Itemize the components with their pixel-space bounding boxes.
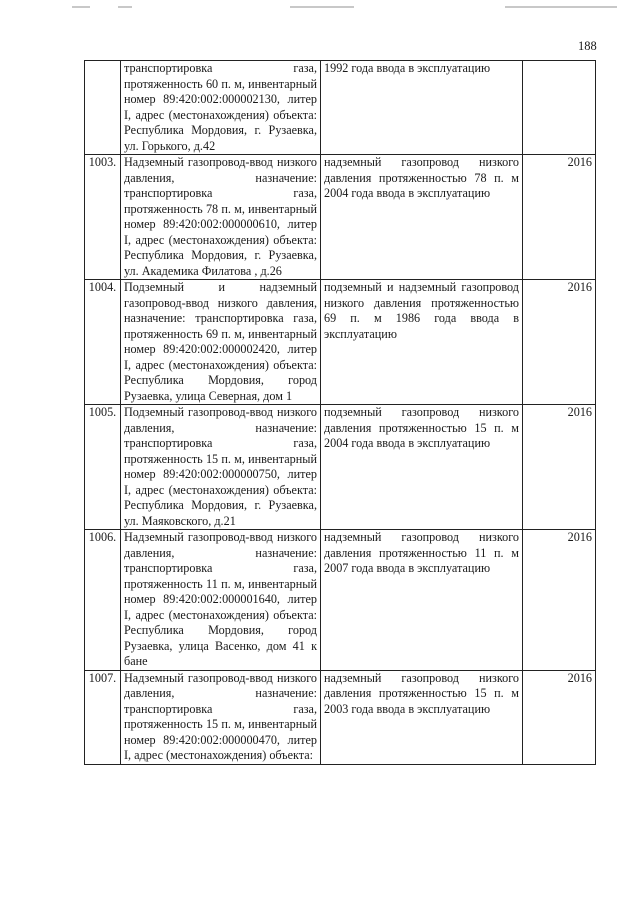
year-cell: 2016 <box>523 405 596 530</box>
row-number-cell <box>85 61 121 155</box>
year-cell <box>523 61 596 155</box>
table-row <box>85 280 596 405</box>
property-register-table <box>84 60 596 765</box>
year-cell: 2016 <box>523 155 596 280</box>
table-row <box>85 405 596 530</box>
scan-artifact <box>72 6 90 8</box>
object-info-cell: надземный газопровод низкого давления протяженностью 78 п. м 2004 года ввода в эксплуатацию <box>321 155 523 280</box>
year-cell: 2016 <box>523 670 596 764</box>
table-body <box>85 61 596 765</box>
scan-artifact <box>290 6 354 8</box>
row-number-cell: 1007. <box>85 670 121 764</box>
table-row <box>85 670 596 764</box>
object-description-cell: транспортировка газа, протяженность 60 п. м, инвентарный номер 89:420:002:000002130, литер I, адрес (местонахождения) объекта: Республика Мордовия, г. Рузаевка, ул. Горького, д.42 <box>121 61 321 155</box>
object-description-cell: Подземный и надземный газопровод-ввод низкого давления, назначение: транспортировка газа, протяженность 69 п. м, инвентарный номер 89:420:002:000002420, литер I, адрес (местонахождения) объекта: Республика Мордовия, город Рузаевка, улица Северная, дом 1 <box>121 280 321 405</box>
row-number-cell: 1005. <box>85 405 121 530</box>
object-description-cell: Надземный газопровод-ввод низкого давления, назначение: транспортировка газа, протяженность 11 п. м, инвентарный номер 89:420:002:000001640, литер I, адрес (местонахождения) объекта: Республика Мордовия, город Рузаевка, улица Васенко, дом 41 к бане <box>121 530 321 671</box>
object-description-cell: Надземный газопровод-ввод низкого давления, назначение: транспортировка газа, протяженность 15 п. м, инвентарный номер 89:420:002:000000470, литер I, адрес (местонахождения) объекта: <box>121 670 321 764</box>
table-row <box>85 530 596 671</box>
row-number-cell: 1006. <box>85 530 121 671</box>
row-number-cell: 1004. <box>85 280 121 405</box>
object-description-cell: Подземный газопровод-ввод низкого давления, назначение: транспортировка газа, протяженность 15 п. м, инвентарный номер 89:420:002:000000750, литер I, адрес (местонахождения) объекта: Республика Мордовия, г. Рузаевка, ул. Маяковского, д.21 <box>121 405 321 530</box>
scan-artifact <box>118 6 132 8</box>
row-number-cell: 1003. <box>85 155 121 280</box>
object-description-cell: Надземный газопровод-ввод низкого давления, назначение: транспортировка газа, протяженность 78 п. м, инвентарный номер 89:420:002:000000610, литер I, адрес (местонахождения) объекта: Республика Мордовия, г. Рузаевка, ул. Академика Филатова , д.26 <box>121 155 321 280</box>
object-info-cell: надземный газопровод низкого давления протяженностью 15 п. м 2003 года ввода в эксплуатацию <box>321 670 523 764</box>
object-info-cell: 1992 года ввода в эксплуатацию <box>321 61 523 155</box>
object-info-cell: подземный и надземный газопровод низкого давления протяженностью 69 п. м 1986 года ввода в эксплуатацию <box>321 280 523 405</box>
year-cell: 2016 <box>523 280 596 405</box>
object-info-cell: подземный газопровод низкого давления протяженностью 15 п. м 2004 года ввода в эксплуатацию <box>321 405 523 530</box>
object-info-cell: надземный газопровод низкого давления протяженностью 11 п. м 2007 года ввода в эксплуатацию <box>321 530 523 671</box>
scan-artifact <box>505 6 617 8</box>
year-cell: 2016 <box>523 530 596 671</box>
table-row <box>85 61 596 155</box>
table-row <box>85 155 596 280</box>
page-number: 188 <box>578 39 597 53</box>
